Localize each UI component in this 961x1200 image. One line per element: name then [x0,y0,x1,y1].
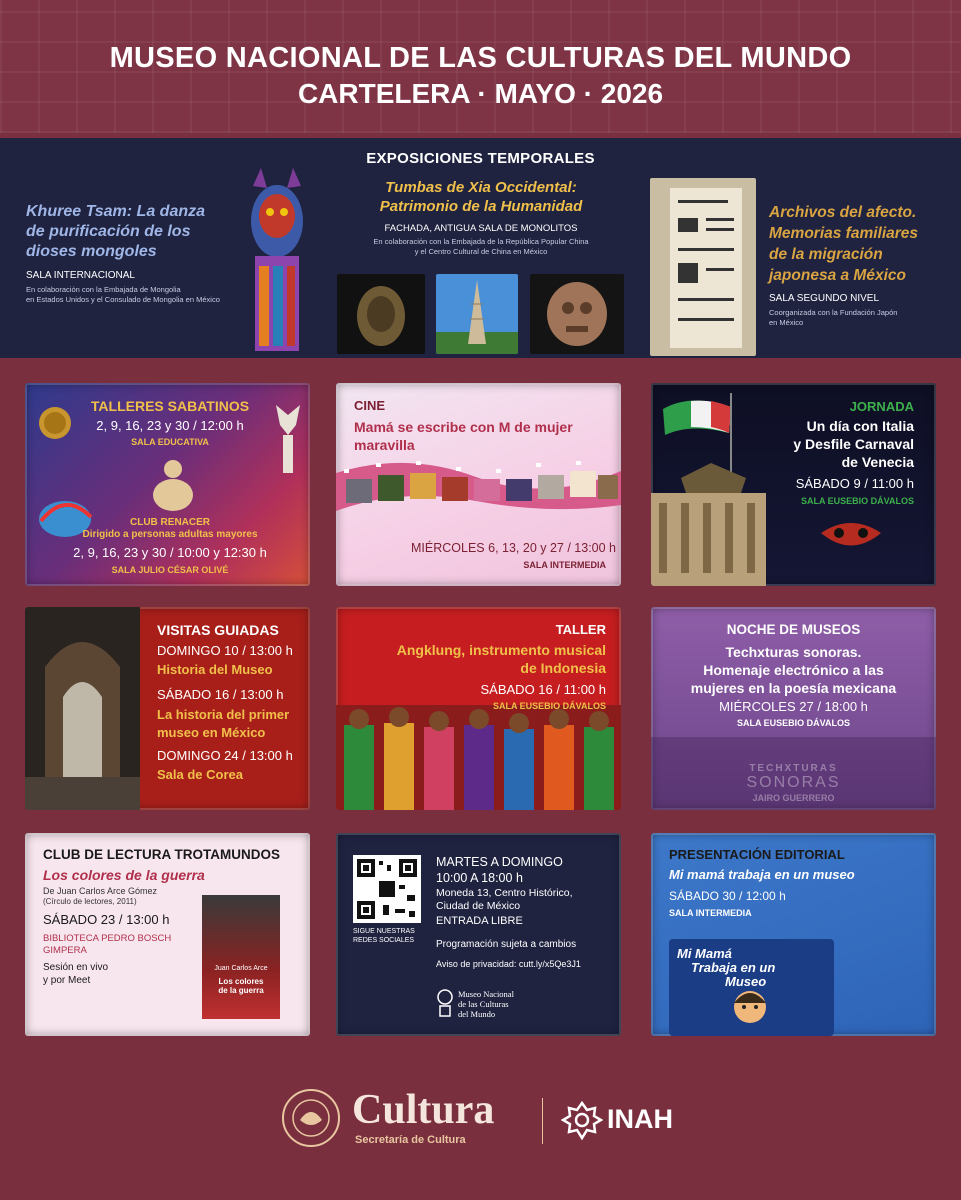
museum-logo-icon [436,988,454,1018]
museum-title: MUSEO NACIONAL DE LAS CULTURAS DEL MUNDO [109,42,852,74]
cartelera-title: CARTELERA · MAYO · 2026 [297,78,664,109]
exposiciones-section [0,138,961,358]
page-header [0,0,961,133]
winged-statue-icon [270,405,306,483]
mongol-mask-image [243,166,311,356]
pagoda-image [436,274,518,354]
cultura-logo: Cultura [352,1087,495,1133]
jornada-title: Un día con Italia y Desfile Carnaval de Venecia [793,418,914,470]
inah-logo-icon [561,1100,603,1142]
book-cover-mi-mama: Mi Mamá Trabaja en un Museo [669,939,834,1036]
card-club-lectura[interactable]: CLUB DE LECTURA TROTAMUNDOS Los colores de la guerra De Juan Carlos Arce Gómez (Círculo de lectores, 2011) SÁBADO 23 / 13:00 h BIBLIOTECA PEDRO BOSCH GIMPERA Sesión en vivo y por Meet Juan Carlos Arce Los colores de la guerra [25,833,310,1036]
footer-divider [542,1098,543,1144]
bronze-head-image [337,274,425,354]
museum-corridor-image [25,607,140,810]
card-cine[interactable]: CINE Mamá se escribe con M de mujer maravilla MIÉRCOLES 6, 13, 20 y 27 / 13:00 h SALA INTERMEDIA [336,383,621,586]
coin-icon [37,405,73,441]
privacy-link[interactable]: Aviso de privacidad: cutt.ly/x5Qe3J1 [436,959,581,969]
qr-code-icon[interactable] [353,855,421,923]
card-presentacion-editorial[interactable]: PRESENTACIÓN EDITORIAL Mi mamá trabaja en un museo SÁBADO 30 / 12:00 h SALA INTERMEDIA Mi Mamá Trabaja en un Museo [651,833,936,1036]
card-taller-angklung[interactable]: TALLER Angklung, instrumento musical de Indonesia SÁBADO 16 / 11:00 h SALA EUSEBIO DÁVALOS [336,607,621,810]
secretaria-cultura-label: Secretaría de Cultura [355,1134,466,1146]
child-character-icon [725,985,775,1035]
card-noche-de-museos[interactable]: TECHXTURAS SONORAS JAIRO GUERRERO NOCHE DE MUSEOS Techxturas sonoras. Homenaje electrónico a las mujeres en la poesía mexicana MIÉRCOLES 27 / 18:00 h SALA EUSEBIO DÁVALOS [651,607,936,810]
stone-figure-image [530,274,624,354]
expo-archivos[interactable]: Archivos del afecto. Memorias familiares de la migración japonesa a México SALA SEGUNDO NIVEL Coorganizada con la Fundación Japón en México [769,204,919,327]
card-jornada-italia[interactable]: JORNADA Un día con Italia y Desfile Carnaval de Venecia SÁBADO 9 / 11:00 h SALA EUSEBIO DÁVALOS [651,383,936,586]
card-talleres-sabatinos[interactable]: TALLERES SABATINOS 2, 9, 16, 23 y 30 / 12:00 h SALA EDUCATIVA CLUB RENACER Dirigido a personas adultas mayores 2, 9, 16, 23 y 30 / 10:00 y 12:30 h SALA JULIO CÉSAR OLIVÉ [25,383,310,586]
escudo-nacional-icon [278,1086,344,1150]
expo-khuree[interactable]: Khuree Tsam: La danza de purificación de los dioses mongoles SALA INTERNACIONAL En colaboración con la Embajada de Mongolia en Estados Unidos y el Consulado de Mongolia en México [26,203,220,304]
book-cover-colores-guerra: Juan Carlos Arce Los colores de la guerra [202,895,280,1019]
archive-photo-image [650,178,756,356]
expo-xia[interactable]: Tumbas de Xia Occidental: Patrimonio de la Humanidad FACHADA, ANTIGUA SALA DE MONOLITOS En colaboración con la Embajada de la República Popular China y el Centro Cultural de China en México [373,179,589,256]
buddha-statue-icon [151,455,195,513]
film-strip-image [336,455,621,517]
card-visitas-guiadas[interactable]: VISITAS GUIADAS DOMINGO 10 / 13:00 h Historia del Museo SÁBADO 16 / 13:00 h La historia del primer museo en México DOMINGO 24 / 13:00 h Sala de Corea [25,607,310,810]
inah-label: INAH [607,1104,673,1134]
cine-title: Mamá se escribe con M de mujer maravilla [354,419,573,453]
angklung-performers-image [336,705,621,810]
card-info: SIGUE NUESTRAS REDES SOCIALES MARTES A DOMINGO 10:00 A 18:00 h Moneda 13, Centro Histórico, Ciudad de México ENTRADA LIBRE Programación sujeta a cambios Aviso de privacidad: cutt.ly/x5Qe3J1 Museo Nacional de las Culturas del Mundo [336,833,621,1036]
section-title: EXPOSICIONES TEMPORALES [366,150,595,167]
